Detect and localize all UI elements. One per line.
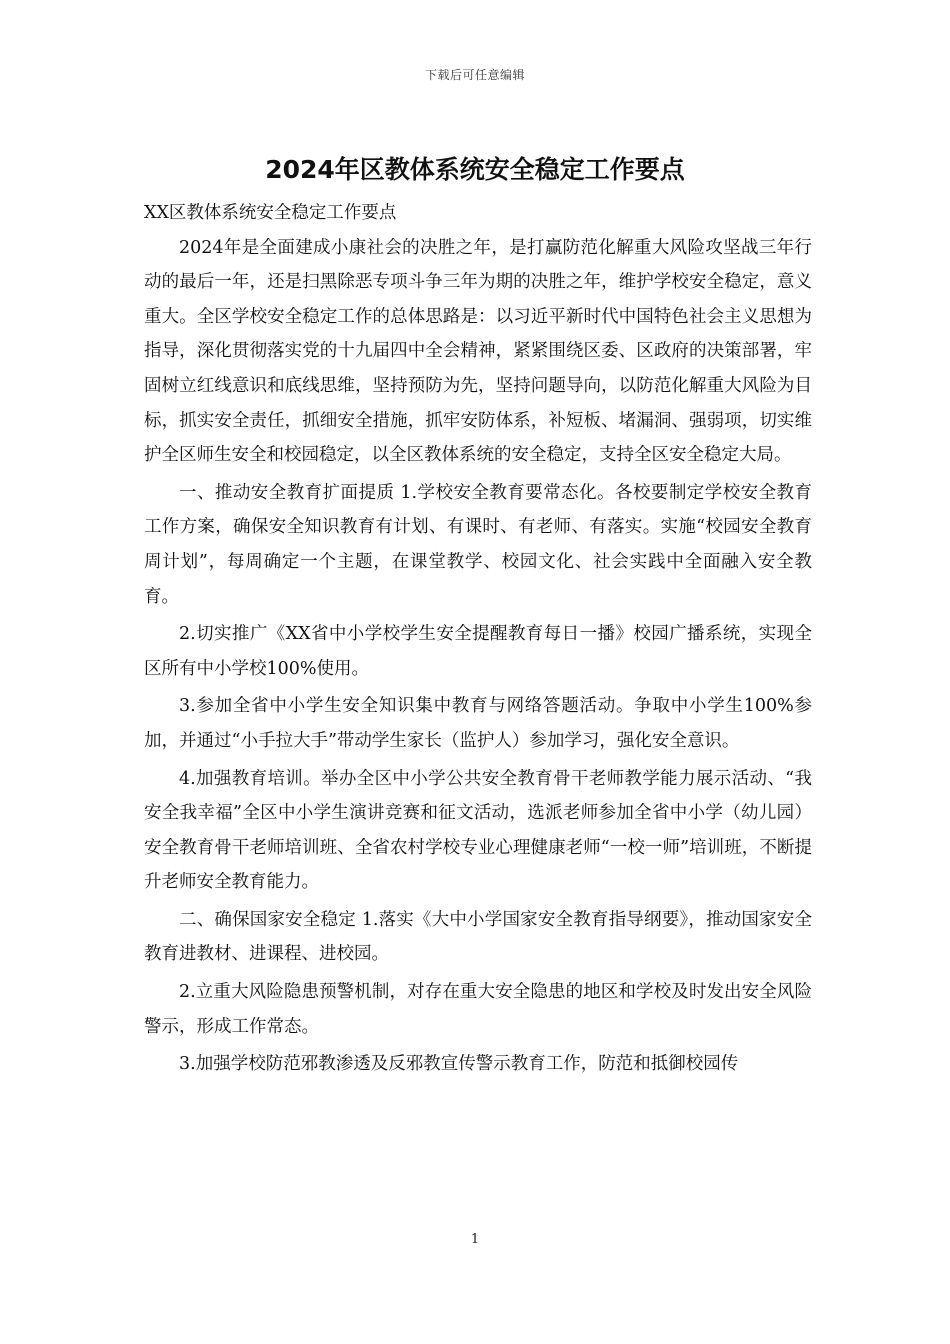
document-subtitle: XX区教体系统安全稳定工作要点 xyxy=(144,203,397,223)
paragraph-section-2-item-2: 2.立重大风险隐患预警机制，对存在重大安全隐患的地区和学校及时发出安全风险警示，形成工作常态。 xyxy=(144,982,812,1037)
document-body xyxy=(144,196,812,1082)
page-number: 1 xyxy=(470,1232,480,1247)
paragraph-section-1-item-4: 4.加强教育培训。举办全区中小学公共安全教育骨干老师教学能力展示活动、“我安全我幸福”全区中小学生演讲竞赛和征文活动，选派老师参加全省中小学（幼儿园）安全教育骨干老师培训班、全省农村学校专业心理健康老师“一校一师”培训班，不断提升老师安全教育能力。 xyxy=(144,768,812,893)
paragraph-section-1-item-3: 3.参加全省中小学生安全知识集中教育与网络答题活动。争取中小学生100%参加，并通过“小手拉大手”带动学生家长（监护人）参加学习，强化安全意识。 xyxy=(144,696,812,751)
document-title: 2024年区教体系统安全稳定工作要点 xyxy=(265,155,685,184)
paragraph-section-1-item-2: 2.切实推广《XX省中小学校学生安全提醒教育每日一播》校园广播系统，实现全区所有中小学校100%使用。 xyxy=(144,624,812,679)
paragraph-section-1-item-1: 一、推动安全教育扩面提质 1.学校安全教育要常态化。各校要制定学校安全教育工作方案，确保安全知识教育有计划、有课时、有老师、有落实。实施“校园安全教育周计划”，每周确定一个主题，在课堂教学、校园文化、社会实践中全面融入安全教育。 xyxy=(144,482,812,607)
paragraph-section-2-item-1: 二、确保国家安全稳定 1.落实《大中小学国家安全教育指导纲要》，推动国家安全教育进教材、进课程、进校园。 xyxy=(144,909,812,965)
paragraph-intro: 2024年是全面建成小康社会的决胜之年，是打赢防范化解重大风险攻坚战三年行动的最后一年，还是扫黑除恶专项斗争三年为期的决胜之年，维护学校安全稳定，意义重大。全区学校安全稳定工作的总体思路是：以习近平新时代中国特色社会主义思想为指导，深化贯彻落实党的十九届四中全会精神，紧紧围绕区委、区政府的决策部署，牢固树立红线意识和底线思维，坚持预防为先，坚持问题导向，以防范化解重大风险为目标，抓实安全责任，抓细安全措施，抓牢安防体系，补短板、堵漏洞、强弱项，切实维护全区师生安全和校园稳定，以全区教体系统的安全稳定，支持全区安全稳定大局。 xyxy=(144,237,812,466)
page-header-note: 下载后可任意编辑 xyxy=(424,68,525,82)
paragraph-section-2-item-3: 3.加强学校防范邪教渗透及反邪教宣传警示教育工作，防范和抵御校园传 xyxy=(179,1054,739,1075)
